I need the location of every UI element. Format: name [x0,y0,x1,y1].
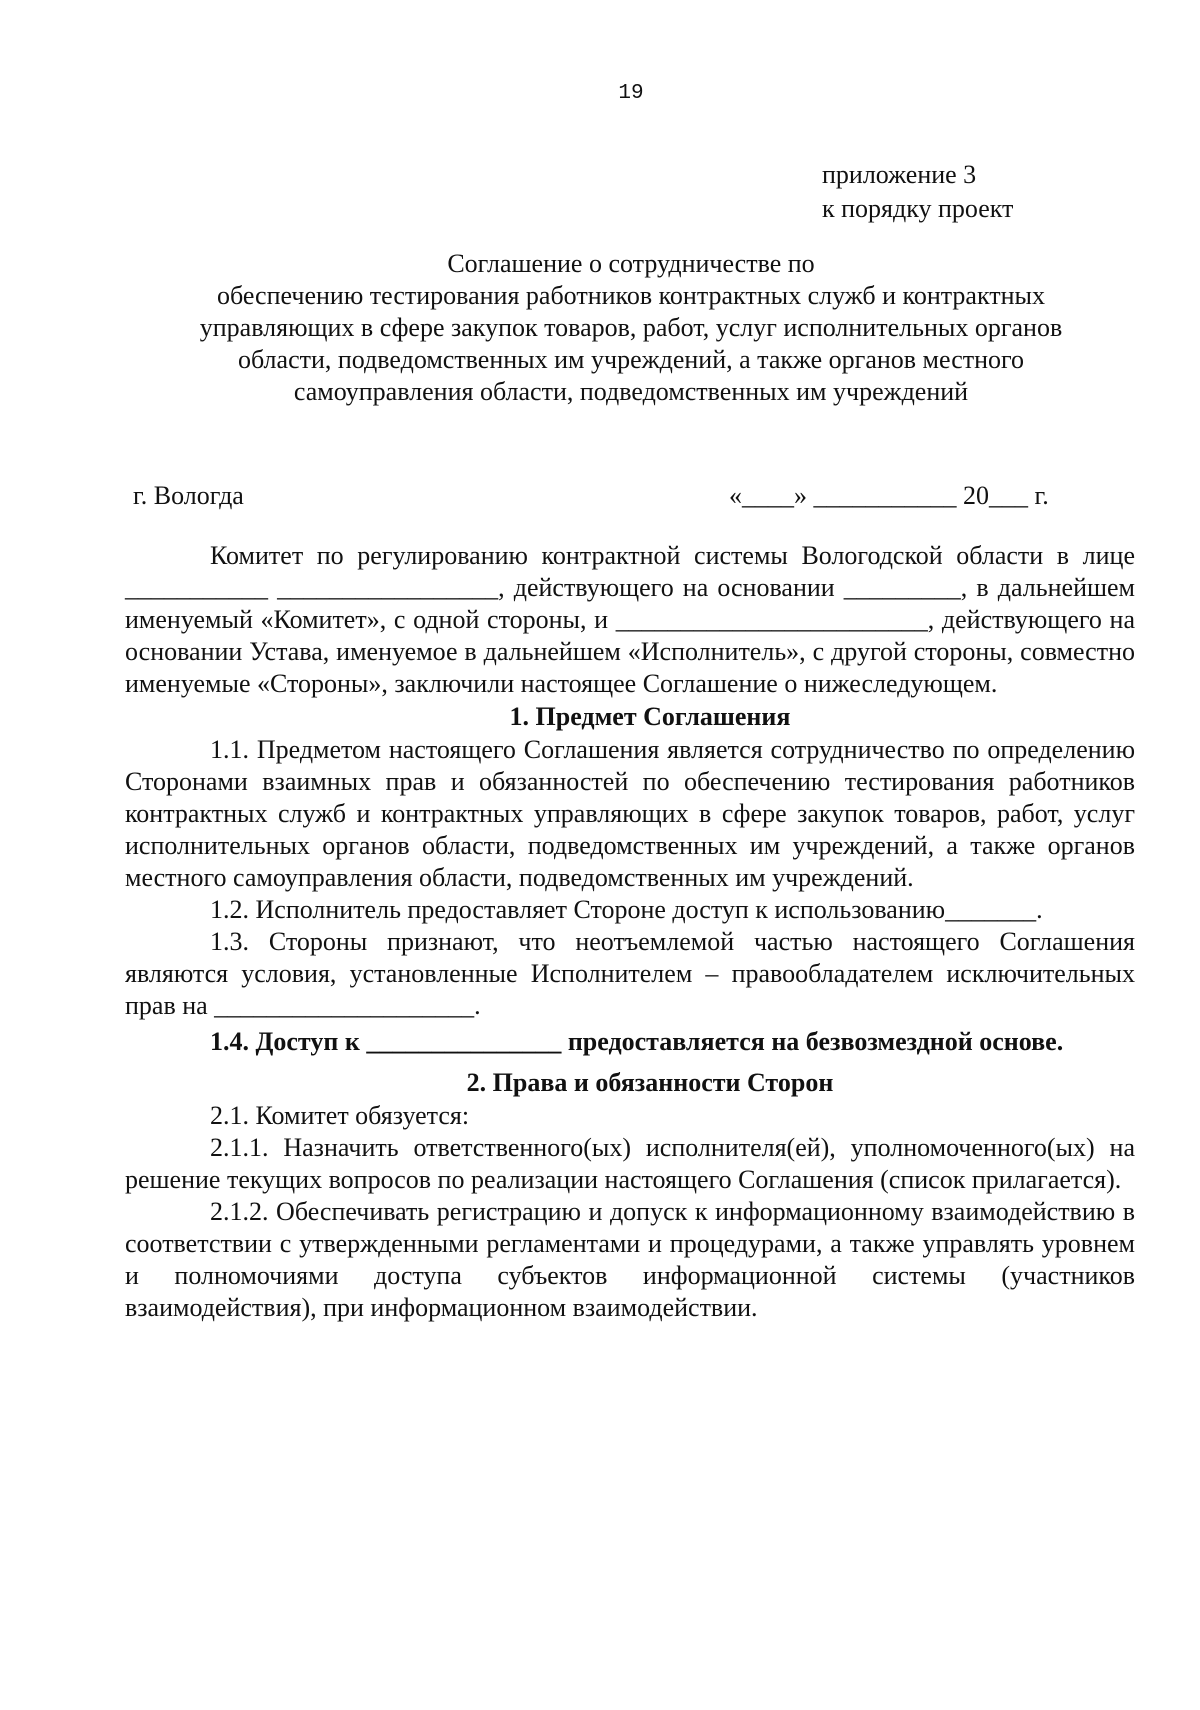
title-line-1: Соглашение о сотрудничестве по [447,249,815,278]
document-body [125,540,1135,1324]
section-2-heading: 2. Права и обязанности Сторон [466,1068,834,1097]
appendix-line-1: приложение 3 [822,160,977,189]
clause-2-1-1: 2.1.1. Назначить ответственного(ых) исполнителя(ей), уполномоченного(ых) на решение текущих вопросов по реализации настоящего Соглашения (список прилагается). [125,1133,1135,1194]
document-title [130,248,1132,408]
title-line-5: самоуправления области, подведомственных им учреждений [293,377,969,406]
preamble: Комитет по регулированию контрактной системы Вологодской области в лице ___________ _________________, действующего на основании _________, в дальнейшем именуемый «Комитет», с одной стороны, и ________________________, действующего на основании Устава, именуемое в дальнейшем «Исполнитель», с другой стороны, совместно именуемые «Стороны», заключили настоящее Соглашение о нижеследующем. [125,541,1135,698]
place-of-signing: г. Вологда [133,481,244,510]
title-line-4: области, подведомственных им учреждений, а также органов местного [237,345,1025,374]
title-line-3: управляющих в сфере закупок товаров, работ, услуг исполнительных органов [199,313,1063,342]
page-number: 19 [618,82,644,105]
clause-2-1-2: 2.1.2. Обеспечивать регистрацию и допуск к информационному взаимодействию в соответствии с утвержденными регламентами и процедурами, а также управлять уровнем и полномочиями доступа субъектов информационной системы (участников взаимодействия), при информационном взаимодействии. [125,1197,1135,1322]
clause-1-2: 1.2. Исполнитель предоставляет Стороне доступ к использованию_______. [210,895,1043,924]
clause-1-1: 1.1. Предметом настоящего Соглашения является сотрудничество по определению Сторонами взаимных прав и обязанностей по обеспечению тестирования работников контрактных служб и контрактных управляющих в сфере закупок товаров, работ, услуг исполнительных органов области, подведомственных им учреждений, а также органов местного самоуправления области, подведомственных им учреждений. [125,735,1135,892]
appendix-line-2: к порядку проект [822,194,1014,223]
title-line-2: обеспечению тестирования работников контрактных служб и контрактных [216,281,1045,310]
clause-1-3: 1.3. Стороны признают, что неотъемлемой частью настоящего Соглашения являются условия, установленные Исполнителем – правообладателем исключительных прав на ____________________. [125,927,1135,1020]
appendix-note [822,158,1013,226]
clause-2-1: 2.1. Комитет обязуется: [210,1101,470,1130]
clause-1-4: 1.4. Доступ к _______________ предоставляется на безвозмездной основе. [210,1027,1064,1056]
signing-date: «____» ___________ 20___ г. [729,481,1049,510]
section-1-heading: 1. Предмет Соглашения [509,702,791,731]
